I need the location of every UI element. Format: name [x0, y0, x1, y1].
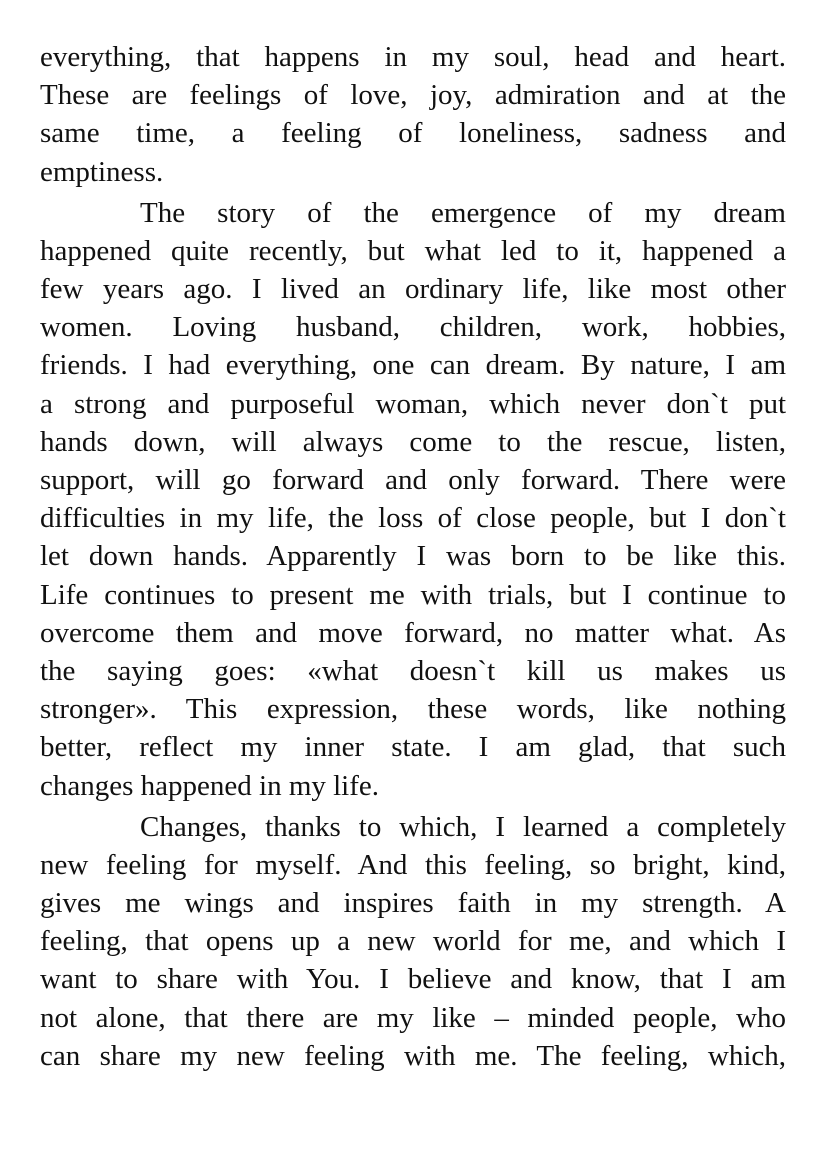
text-line: want to share with You. I believe and know, that I am — [40, 963, 786, 996]
text-line: let down hands. Apparently I was born to be like this. — [40, 540, 786, 573]
text-line: friends. I had everything, one can dream. By nature, I am — [40, 349, 786, 382]
paragraph-3 — [40, 808, 786, 1075]
paragraph-2 — [40, 194, 786, 805]
paragraph-1 — [40, 38, 786, 191]
text-line: everything, that happens in my soul, head and heart. — [40, 41, 786, 73]
text-line: same time, a feeling of loneliness, sadness and — [40, 117, 786, 150]
text-line: The story of the emergence of my dream — [140, 196, 786, 229]
text-line: gives me wings and inspires faith in my strength. A — [40, 887, 786, 920]
text-line: few years ago. I lived an ordinary life, like most other — [40, 273, 786, 306]
document-page — [40, 38, 786, 1078]
text-line: hands down, will always come to the rescue, listen, — [40, 425, 786, 458]
text-line: Changes, thanks to which, I learned a completely — [140, 810, 786, 843]
text-line: stronger». This expression, these words, like nothing — [40, 693, 786, 726]
text-line: emptiness. — [40, 155, 164, 188]
text-line: the saying goes: «what doesn`t kill us makes us — [40, 655, 786, 688]
text-line: Life continues to present me with trials, but I continue to — [40, 578, 786, 611]
text-line: a strong and purposeful woman, which never don`t put — [40, 387, 786, 420]
text-line: feeling, that opens up a new world for me, and which I — [40, 925, 786, 958]
text-line: difficulties in my life, the loss of close people, but I don`t — [40, 502, 786, 535]
text-line: new feeling for myself. And this feeling, so bright, kind, — [40, 848, 786, 881]
text-line: happened quite recently, but what led to it, happened a — [40, 234, 786, 267]
text-line: overcome them and move forward, no matter what. As — [40, 616, 786, 649]
text-line: better, reflect my inner state. I am glad, that such — [40, 731, 786, 764]
text-line: These are feelings of love, joy, admiration and at the — [40, 79, 786, 112]
text-line: can share my new feeling with me. The feeling, which, — [40, 1039, 786, 1072]
text-line: changes happened in my life. — [40, 769, 380, 802]
text-line: support, will go forward and only forward. There were — [40, 464, 786, 497]
text-line: not alone, that there are my like – minded people, who — [40, 1001, 786, 1034]
text-line: women. Loving husband, children, work, hobbies, — [40, 311, 786, 344]
